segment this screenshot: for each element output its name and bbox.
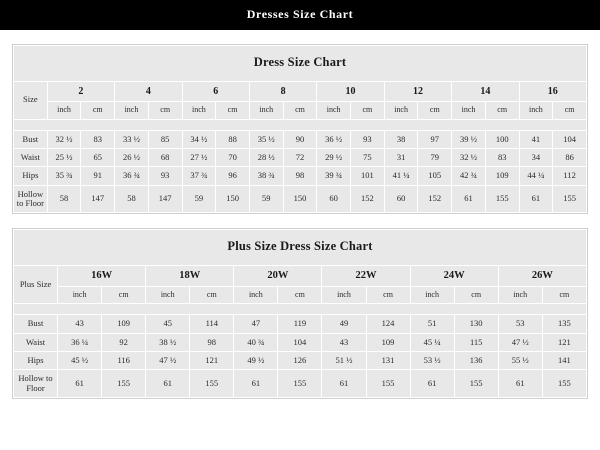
cell: 60: [317, 185, 351, 213]
cell: 47: [234, 315, 278, 333]
unit-cm: cm: [102, 286, 146, 304]
cell: 105: [418, 167, 452, 185]
chart-title: Dress Size Chart: [14, 46, 587, 82]
cell: 155: [485, 185, 519, 213]
cell: 85: [148, 130, 182, 148]
cell: 155: [190, 370, 234, 398]
unit-inch: inch: [519, 101, 553, 119]
cell: 59: [182, 185, 216, 213]
dress-size-table: [13, 45, 587, 213]
cell: 31: [384, 148, 418, 166]
cell: 49 ½: [234, 352, 278, 370]
cell: 26 ½: [115, 148, 149, 166]
cell: 49: [322, 315, 366, 333]
unit-inch: inch: [115, 101, 149, 119]
table-row: [14, 315, 587, 333]
cell: 75: [351, 148, 385, 166]
unit-cm: cm: [148, 101, 182, 119]
cell: 88: [216, 130, 250, 148]
table-size-row: [14, 266, 587, 287]
row-label: Waist: [14, 148, 48, 166]
unit-cm: cm: [351, 101, 385, 119]
unit-inch: inch: [452, 101, 486, 119]
cell: 61: [410, 370, 454, 398]
cell: 45: [146, 315, 190, 333]
unit-cm: cm: [553, 101, 587, 119]
cell: 60: [384, 185, 418, 213]
unit-inch: inch: [249, 101, 283, 119]
spacer-cell: [14, 304, 587, 315]
cell: 96: [216, 167, 250, 185]
cell: 130: [454, 315, 498, 333]
cell: 90: [283, 130, 317, 148]
unit-inch: inch: [146, 286, 190, 304]
page-header: [0, 0, 600, 30]
cell: 126: [278, 352, 322, 370]
cell: 155: [102, 370, 146, 398]
cell: 29 ½: [317, 148, 351, 166]
cell: 72: [283, 148, 317, 166]
size-header: 6: [182, 81, 249, 101]
cell: 65: [81, 148, 115, 166]
cell: 150: [283, 185, 317, 213]
size-header: 20W: [234, 266, 322, 287]
cell: 47 ½: [146, 352, 190, 370]
table-row: [14, 352, 587, 370]
cell: 98: [190, 333, 234, 351]
cell: 28 ½: [249, 148, 283, 166]
cell: 41: [519, 130, 553, 148]
table-unit-row: [14, 286, 587, 304]
cell: 155: [278, 370, 322, 398]
cell: 136: [454, 352, 498, 370]
cell: 43: [58, 315, 102, 333]
table-size-row: [14, 81, 587, 101]
size-label: Plus Size: [14, 266, 58, 304]
cell: 61: [452, 185, 486, 213]
unit-cm: cm: [81, 101, 115, 119]
cell: 68: [148, 148, 182, 166]
table-row: [14, 185, 587, 213]
chart-title: Plus Size Dress Size Chart: [14, 230, 587, 266]
cell: 27 ½: [182, 148, 216, 166]
cell: 40 ¾: [234, 333, 278, 351]
size-header: 8: [249, 81, 316, 101]
size-header: 2: [47, 81, 114, 101]
size-header: 10: [317, 81, 384, 101]
size-header: 22W: [322, 266, 410, 287]
cell: 92: [102, 333, 146, 351]
cell: 93: [351, 130, 385, 148]
table-title-row: [14, 46, 587, 82]
size-header: 14: [452, 81, 519, 101]
cell: 38 ½: [146, 333, 190, 351]
size-header: 4: [115, 81, 182, 101]
cell: 61: [519, 185, 553, 213]
cell: 121: [542, 333, 586, 351]
cell: 141: [542, 352, 586, 370]
spacer-row: [14, 119, 587, 130]
cell: 35 ½: [249, 130, 283, 148]
cell: 59: [249, 185, 283, 213]
cell: 104: [553, 130, 587, 148]
cell: 55 ½: [498, 352, 542, 370]
size-header: 26W: [498, 266, 586, 287]
cell: 34 ½: [182, 130, 216, 148]
unit-inch: inch: [384, 101, 418, 119]
table-row: [14, 333, 587, 351]
unit-cm: cm: [454, 286, 498, 304]
size-header: 12: [384, 81, 451, 101]
cell: 109: [102, 315, 146, 333]
row-label: Hollow to Floor: [14, 370, 58, 398]
cell: 36 ¼: [58, 333, 102, 351]
cell: 152: [418, 185, 452, 213]
unit-cm: cm: [216, 101, 250, 119]
unit-inch: inch: [498, 286, 542, 304]
table-row: [14, 130, 587, 148]
cell: 121: [190, 352, 234, 370]
cell: 155: [366, 370, 410, 398]
cell: 61: [322, 370, 366, 398]
cell: 97: [418, 130, 452, 148]
cell: 51 ½: [322, 352, 366, 370]
unit-inch: inch: [58, 286, 102, 304]
cell: 61: [234, 370, 278, 398]
page-title: Dresses Size Chart: [246, 7, 354, 21]
cell: 112: [553, 167, 587, 185]
unit-cm: cm: [190, 286, 234, 304]
cell: 114: [190, 315, 234, 333]
size-header: 16W: [58, 266, 146, 287]
cell: 115: [454, 333, 498, 351]
unit-cm: cm: [542, 286, 586, 304]
cell: 83: [81, 130, 115, 148]
cell: 79: [418, 148, 452, 166]
plus-size-dress-table: [13, 229, 587, 398]
cell: 61: [498, 370, 542, 398]
cell: 119: [278, 315, 322, 333]
unit-inch: inch: [234, 286, 278, 304]
cell: 45 ¼: [410, 333, 454, 351]
cell: 109: [485, 167, 519, 185]
spacer-cell: [14, 119, 587, 130]
row-label: Bust: [14, 315, 58, 333]
cell: 41 ¼: [384, 167, 418, 185]
cell: 147: [81, 185, 115, 213]
cell: 109: [366, 333, 410, 351]
cell: 39 ¾: [317, 167, 351, 185]
cell: 98: [283, 167, 317, 185]
cell: 86: [553, 148, 587, 166]
unit-inch: inch: [182, 101, 216, 119]
plus-size-dress-chart: [12, 228, 588, 399]
cell: 37 ¾: [182, 167, 216, 185]
cell: 53 ½: [410, 352, 454, 370]
table-unit-row: [14, 101, 587, 119]
table-row: [14, 370, 587, 398]
cell: 51: [410, 315, 454, 333]
row-label: Hips: [14, 167, 48, 185]
cell: 155: [542, 370, 586, 398]
row-label: Hips: [14, 352, 58, 370]
unit-cm: cm: [418, 101, 452, 119]
cell: 36 ½: [317, 130, 351, 148]
cell: 61: [146, 370, 190, 398]
size-label: Size: [14, 81, 48, 119]
cell: 36 ¾: [115, 167, 149, 185]
cell: 25 ½: [47, 148, 81, 166]
unit-inch: inch: [322, 286, 366, 304]
cell: 32 ½: [452, 148, 486, 166]
unit-inch: inch: [410, 286, 454, 304]
size-header: 18W: [146, 266, 234, 287]
row-label: Waist: [14, 333, 58, 351]
size-header: 16: [519, 81, 586, 101]
cell: 104: [278, 333, 322, 351]
cell: 33 ½: [115, 130, 149, 148]
cell: 38: [384, 130, 418, 148]
table-row: [14, 148, 587, 166]
cell: 93: [148, 167, 182, 185]
cell: 47 ½: [498, 333, 542, 351]
table-title-row: [14, 230, 587, 266]
cell: 58: [47, 185, 81, 213]
unit-cm: cm: [485, 101, 519, 119]
table-row: [14, 167, 587, 185]
cell: 91: [81, 167, 115, 185]
unit-inch: inch: [317, 101, 351, 119]
unit-cm: cm: [278, 286, 322, 304]
cell: 32 ½: [47, 130, 81, 148]
cell: 150: [216, 185, 250, 213]
dress-size-chart: [12, 44, 588, 214]
cell: 124: [366, 315, 410, 333]
cell: 39 ½: [452, 130, 486, 148]
cell: 101: [351, 167, 385, 185]
cell: 131: [366, 352, 410, 370]
cell: 53: [498, 315, 542, 333]
row-label: Bust: [14, 130, 48, 148]
cell: 38 ¾: [249, 167, 283, 185]
cell: 42 ¾: [452, 167, 486, 185]
cell: 61: [58, 370, 102, 398]
cell: 155: [454, 370, 498, 398]
spacer-row: [14, 304, 587, 315]
row-label: Hollow to Floor: [14, 185, 48, 213]
cell: 45 ½: [58, 352, 102, 370]
cell: 44 ¼: [519, 167, 553, 185]
cell: 70: [216, 148, 250, 166]
unit-cm: cm: [366, 286, 410, 304]
cell: 116: [102, 352, 146, 370]
cell: 100: [485, 130, 519, 148]
unit-cm: cm: [283, 101, 317, 119]
cell: 58: [115, 185, 149, 213]
cell: 152: [351, 185, 385, 213]
cell: 155: [553, 185, 587, 213]
cell: 83: [485, 148, 519, 166]
size-header: 24W: [410, 266, 498, 287]
unit-inch: inch: [47, 101, 81, 119]
cell: 43: [322, 333, 366, 351]
charts-container: [0, 44, 600, 399]
cell: 34: [519, 148, 553, 166]
cell: 135: [542, 315, 586, 333]
cell: 35 ¾: [47, 167, 81, 185]
cell: 147: [148, 185, 182, 213]
